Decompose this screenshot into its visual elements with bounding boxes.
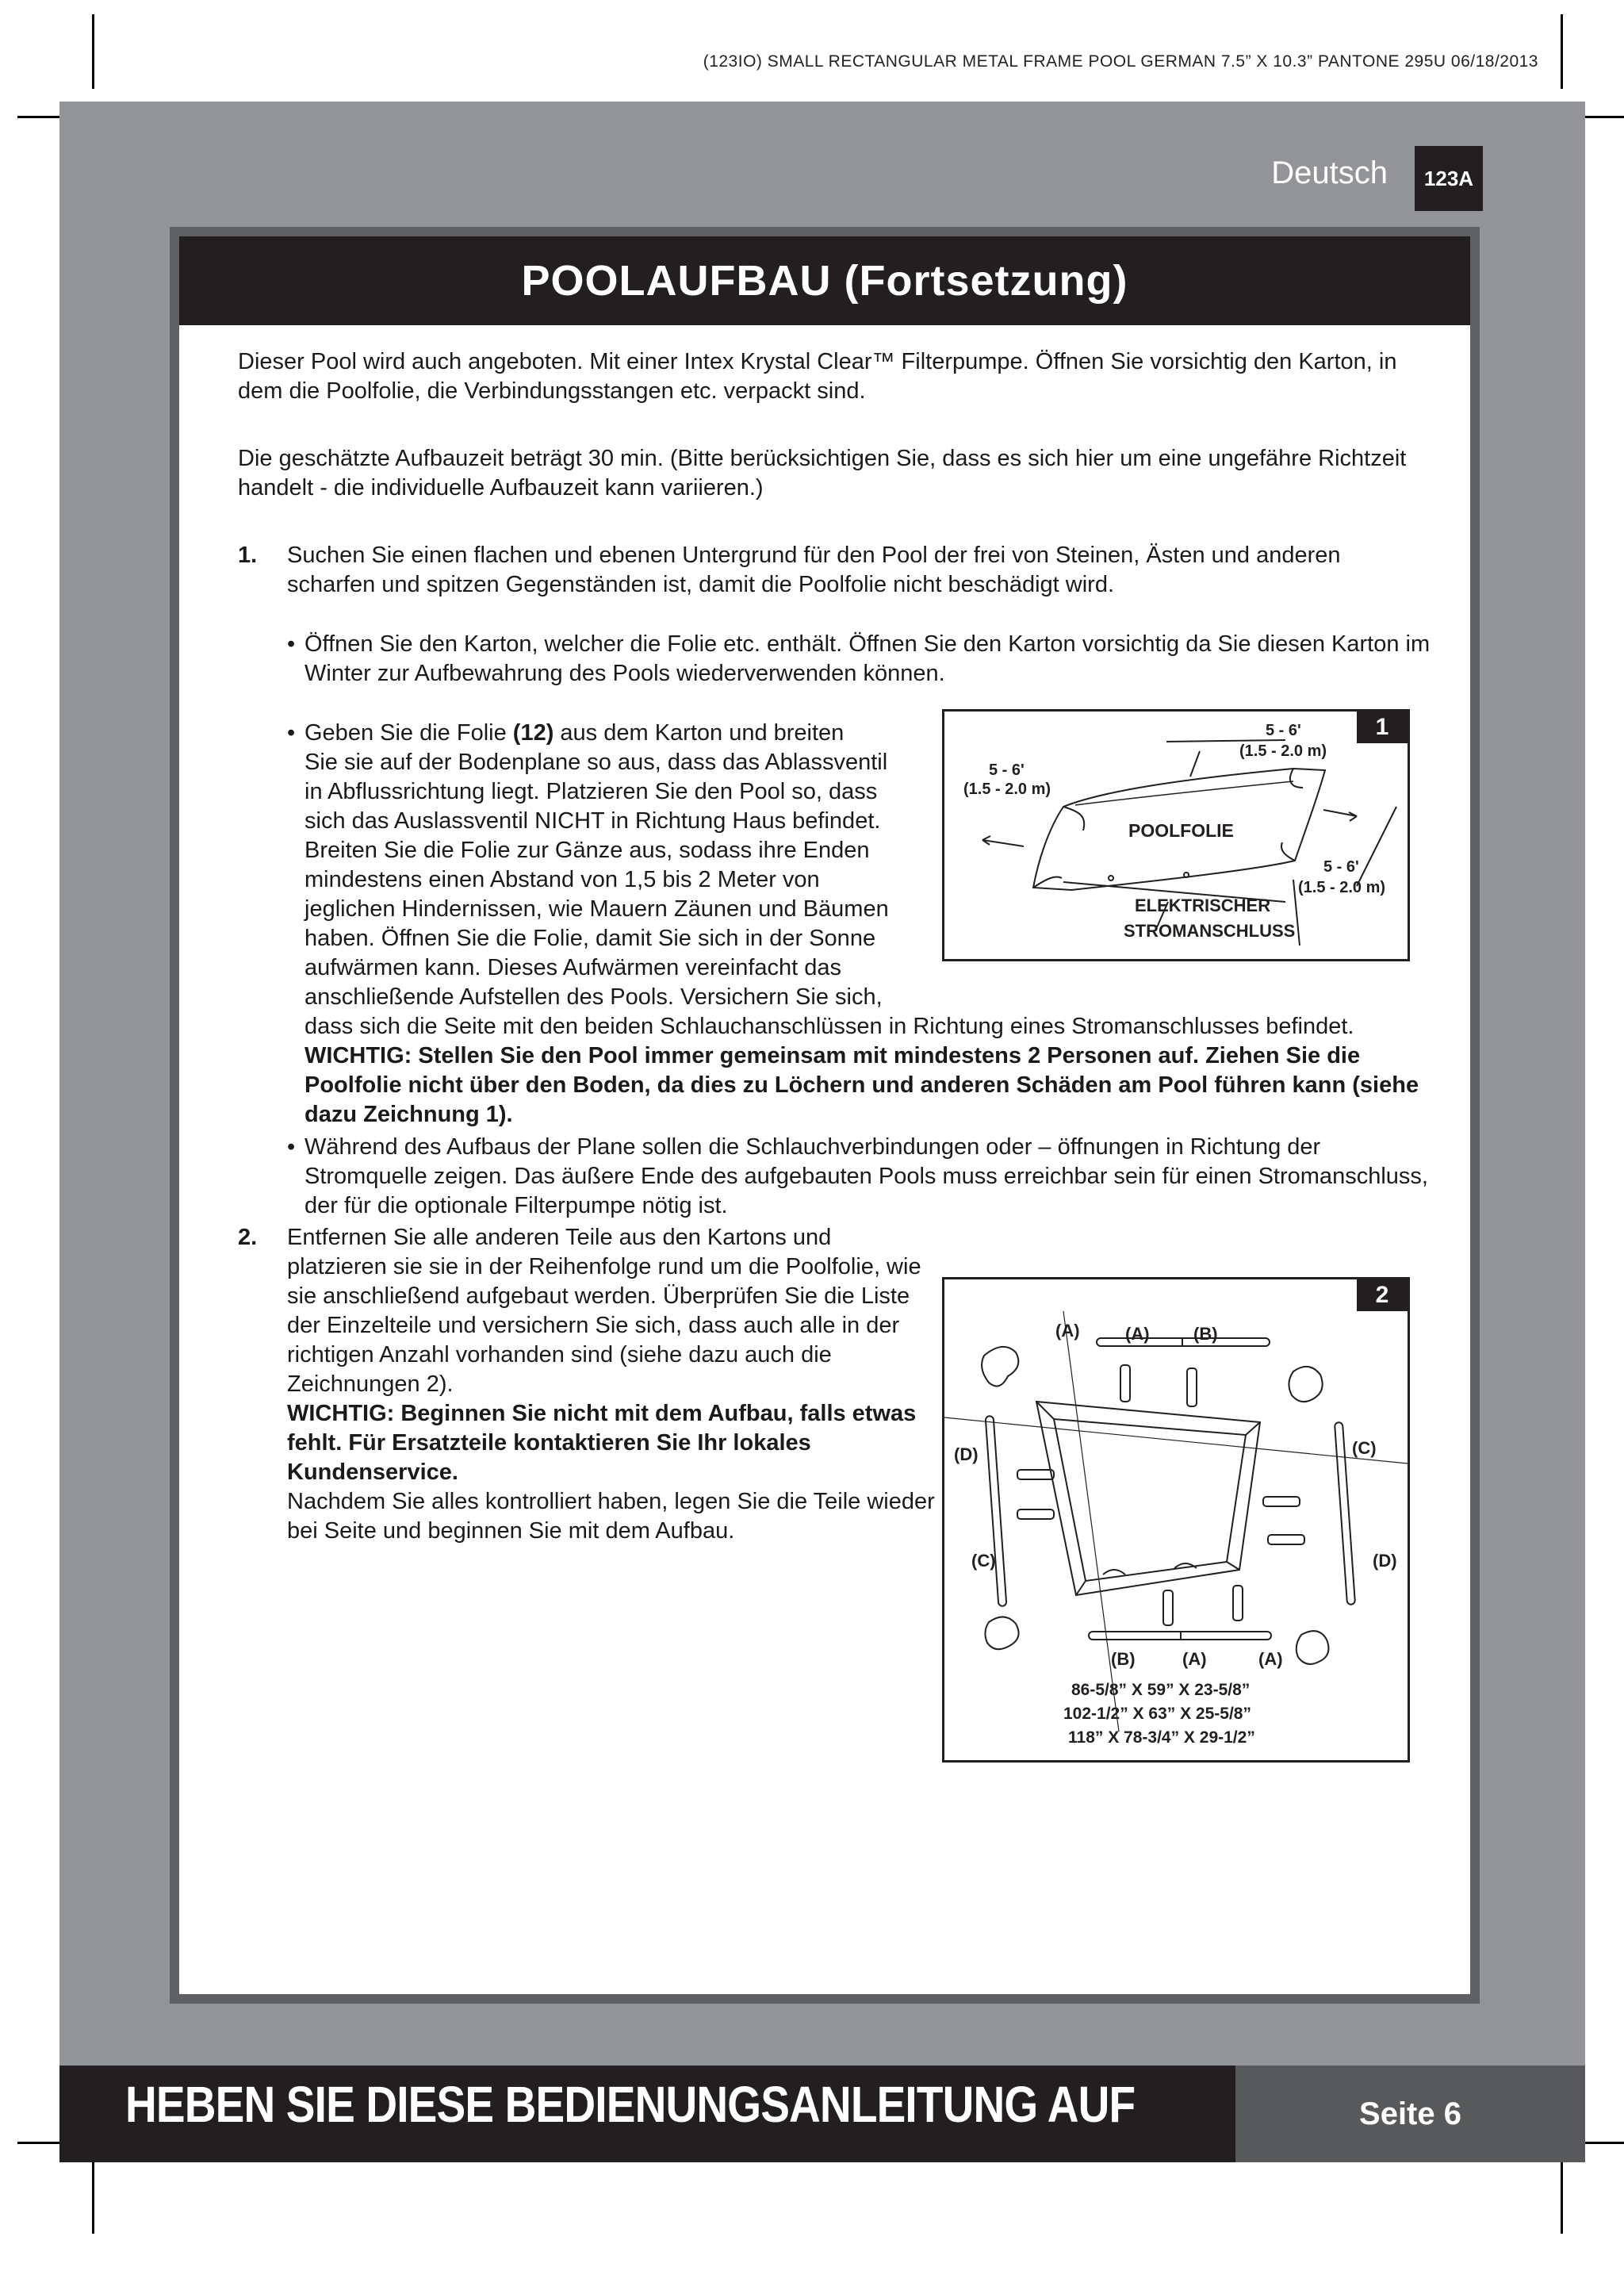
bullet: • — [287, 1134, 296, 1160]
crop-mark — [1580, 116, 1624, 118]
dimension-label: 5 - 6' — [1323, 858, 1359, 876]
crop-mark — [1561, 14, 1563, 89]
step-number: 1. — [238, 543, 258, 568]
bullet-line: anschließende Aufstellen des Pools. Versichern Sie sich, — [304, 984, 883, 1010]
step-text-block — [287, 1223, 937, 1546]
parts-layout-diagram — [944, 1279, 1408, 1760]
liner-label: POOLFOLIE — [1128, 820, 1234, 841]
bullet-line: dass sich die Seite mit den beiden Schlauchanschlüssen in Richtung eines Stromanschlusses befindet. — [304, 1014, 1354, 1039]
power-label: ELEKTRISCHER — [1135, 896, 1271, 915]
page-number: Seite 6 — [1235, 2066, 1585, 2162]
part-label: (B) — [1111, 1649, 1136, 1669]
bullet-line: mindestens einen Abstand von 1,5 bis 2 Meter von — [304, 867, 820, 892]
bullet-line: aufwärmen kann. Dieses Aufwärmen vereinfacht das — [304, 955, 842, 980]
intro-paragraph: Die geschätzte Aufbauzeit beträgt 30 min. (Bitte berücksichtigen Sie, dass es sich hier um eine ungefähre Richtzeit handelt - die individuelle Aufbauzeit kann variieren.) — [238, 446, 1407, 501]
part-ref: (12) — [512, 720, 554, 746]
part-label: (C) — [1352, 1438, 1377, 1458]
bullet: • — [287, 720, 296, 746]
figure-2 — [942, 1277, 1410, 1763]
part-label: (D) — [1373, 1551, 1397, 1571]
pool-liner-diagram — [944, 712, 1408, 959]
dimension-label: (1.5 - 2.0 m) — [1298, 879, 1386, 896]
bullet-line: haben. Öffnen Sie die Folie, damit Sie sich in der Sonne — [304, 926, 876, 951]
bullet-line: Sie sie auf der Bodenplane so aus, dass das Ablassventil — [304, 750, 888, 775]
crop-mark — [1580, 2142, 1624, 2144]
step-number: 2. — [238, 1225, 258, 1250]
bullet-line: sich das Auslassventil NICHT in Richtung Haus befindet. — [304, 808, 881, 834]
bullet-text: Öffnen Sie den Karton, welcher die Folie etc. enthält. Öffnen Sie den Karton vorsichtig da Sie diesen Karton im Winter zur Aufbewahrung des Pools wiederverwenden können. — [304, 631, 1431, 686]
pool-size: 102-1/2” X 63” X 25-5/8” — [1063, 1705, 1251, 1723]
part-label: (D) — [954, 1444, 979, 1464]
dimension-label: (1.5 - 2.0 m) — [963, 781, 1051, 798]
figure-number: 1 — [1357, 712, 1408, 743]
bullet-line: jeglichen Hindernissen, wie Mauern Zäunen und Bäumen — [304, 896, 889, 922]
power-label: STROMANSCHLUSS — [1124, 921, 1296, 941]
content-panel — [170, 227, 1480, 2004]
bullet-text: Während des Aufbaus der Plane sollen die Schlauchverbindungen oder – öffnungen in Richtung der Stromquelle zeigen. Das äußere Ende des aufgebauten Pools muss erreichbar sein für einen Stromanschluss, der für die optionale Filterpumpe nötig ist. — [304, 1134, 1428, 1218]
language-label: Deutsch — [1271, 155, 1388, 190]
crop-mark — [1561, 2159, 1563, 2234]
page-code-badge: 123A — [1415, 146, 1483, 211]
crop-mark — [92, 2159, 94, 2234]
dimension-label: 5 - 6' — [1266, 722, 1301, 739]
figure-1 — [942, 709, 1410, 961]
pool-size: 86-5/8” X 59” X 23-5/8” — [1071, 1681, 1251, 1699]
bullet: • — [287, 631, 296, 657]
step-text: Nachdem Sie alles kontrolliert haben, legen Sie die Teile wieder bei Seite und beginnen Sie mit dem Aufbau. — [287, 1489, 935, 1544]
pool-size: 118” X 78-3/4” X 29-1/2” — [1068, 1728, 1255, 1747]
step-text: Entfernen Sie alle anderen Teile aus den Kartons und platzieren sie sie in der Reihenfolge rund um die Poolfolie, wie sie anschließend aufgebaut werden. Überprüfen Sie die Liste der Einzelteile und versichern Sie sich, dass auch alle in der richtigen Anzahl vorhanden sind (siehe dazu auch die Zeichnungen 2). — [287, 1225, 921, 1397]
part-label: (A) — [1055, 1321, 1080, 1341]
dimension-label: 5 - 6' — [989, 761, 1025, 779]
crop-mark — [92, 14, 94, 89]
bullet-line: aus dem Karton und breiten — [553, 720, 845, 746]
intro-paragraph: Dieser Pool wird auch angeboten. Mit einer Intex Krystal Clear™ Filterpumpe. Öffnen Sie vorsichtig den Karton, in dem die Poolfolie, die Verbindungsstangen etc. verpackt sind. — [238, 349, 1397, 404]
step-text: Suchen Sie einen flachen und ebenen Untergrund für den Pool der frei von Steinen, Ästen und anderen scharfen und spitzen Gegenständen ist, damit die Poolfolie nicht beschädigt wird. — [287, 543, 1341, 597]
part-label: (C) — [971, 1551, 996, 1571]
part-label: (A) — [1182, 1649, 1207, 1669]
part-label: (A) — [1125, 1324, 1150, 1344]
part-label: (B) — [1193, 1324, 1218, 1344]
part-label: (A) — [1258, 1649, 1283, 1669]
bullet-line: in Abflussrichtung liegt. Platzieren Sie den Pool so, dass — [304, 779, 878, 804]
footer-title: HEBEN SIE DIESE BEDIENUNGSANLEITUNG AUF — [125, 2076, 1136, 2133]
warning-text: WICHTIG: Stellen Sie den Pool immer gemeinsam mit mindestens 2 Personen auf. Ziehen Sie die Poolfolie nicht über den Boden, da dies zu Löchern und anderen Schäden am Pool führen kann (siehe dazu Zeichnung 1). — [304, 1043, 1419, 1127]
dimension-label: (1.5 - 2.0 m) — [1239, 742, 1327, 760]
print-header: (123IO) SMALL RECTANGULAR METAL FRAME POOL GERMAN 7.5” X 10.3” PANTONE 295U 06/18/2013 — [703, 52, 1538, 71]
page-title: POOLAUFBAU (Fortsetzung) — [179, 236, 1470, 325]
warning-text: WICHTIG: Beginnen Sie nicht mit dem Aufbau, falls etwas fehlt. Für Ersatzteile kontaktieren Sie Ihr lokales Kundenservice. — [287, 1401, 917, 1485]
bullet-line: Geben Sie die Folie — [304, 720, 513, 746]
figure-number: 2 — [1357, 1279, 1408, 1311]
bullet-line: Breiten Sie die Folie zur Gänze aus, sodass ihre Enden — [304, 838, 870, 863]
